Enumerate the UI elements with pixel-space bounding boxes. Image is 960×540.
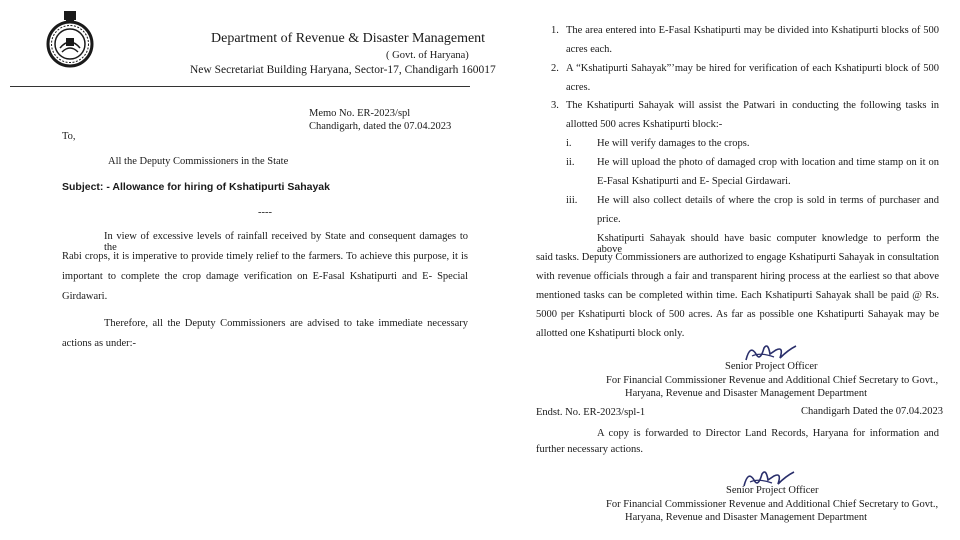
header-divider <box>10 86 470 87</box>
signature-1-title: Senior Project Officer <box>725 361 818 372</box>
subitem-i-line-1: He will verify damages to the crops. <box>597 138 750 149</box>
to-label: To, <box>62 131 76 142</box>
subitem-iii-line-2: price. <box>597 214 621 225</box>
copy-paragraph-line-1: A copy is forwarded to Director Land Records, Haryana for information and <box>597 428 939 439</box>
paragraph-1-line-1: In view of excessive levels of rainfall received by State and consequent damages to the <box>104 231 468 253</box>
paragraph-1-line-2: Rabi crops, it is imperative to provide timely relief to the farmers. To achieve this purpose, it is <box>62 251 468 262</box>
endorsement-number: Endst. No. ER-2023/spl-1 <box>536 407 646 418</box>
paragraph-2-line-2: actions as under:- <box>62 338 137 349</box>
item-2-line-2: acres. <box>566 82 591 93</box>
paragraph-2-line-1: Therefore, all the Deputy Commissioners are advised to take immediate necessary <box>104 318 468 329</box>
paragraph-line-1: Kshatipurti Sahayak should have basic computer knowledge to perform the above <box>597 233 939 255</box>
memo-date: Chandigarh, dated the 07.04.2023 <box>309 121 452 132</box>
paragraph-line-4: mentioned tasks can be completed within time. Each Kshatipurti Sahayak shall be paid @ Rs. <box>536 290 939 301</box>
subitem-iii-line-1: He will also collect details of where the crop is sold in terms of purchaser and <box>597 195 939 206</box>
subitem-ii-number: ii. <box>566 157 575 168</box>
signature-2-line-1: For Financial Commissioner Revenue and Additional Chief Secretary to Govt., <box>606 499 939 510</box>
paragraph-line-5: 5000 per Kshatipurti block of 500 acres. As far as possible one Kshatipurti Sahayak may be <box>536 309 939 320</box>
item-2-number: 2. <box>551 63 559 74</box>
signature-1-line-1: For Financial Commissioner Revenue and Additional Chief Secretary to Govt., <box>606 375 939 386</box>
paragraph-1-line-3: important to complete the crop damage verification on E-Fasal Kshatipurti and E- Special <box>62 271 468 282</box>
subitem-ii-line-1: He will upload the photo of damaged crop with location and time stamp on it on <box>597 157 939 168</box>
page-gutter <box>500 0 520 540</box>
item-3-line-1: The Kshatipurti Sahayak will assist the Patwari in conducting the following tasks in <box>566 100 939 111</box>
govt-line: ( Govt. of Haryana) <box>386 50 469 61</box>
right-page <box>520 0 960 540</box>
paragraph-1-line-4: Girdawari. <box>62 291 108 302</box>
subitem-iii-number: iii. <box>566 195 578 206</box>
subject-separator: ---- <box>258 207 272 218</box>
paragraph-line-3: with revenue officials through a fair and transparent hiring process at the earliest so that above <box>536 271 939 282</box>
item-1-line-1: The area entered into E-Fasal Kshatipurti may be divided into Kshatipurti blocks of 500 <box>566 25 939 36</box>
address-line: New Secretariat Building Haryana, Sector-17, Chandigarh 160017 <box>190 64 496 76</box>
subject-line: Subject: - Allowance for hiring of Kshatipurti Sahayak <box>62 181 330 193</box>
paragraph-line-2: said tasks. Deputy Commissioners are authorized to engage Kshatipurti Sahayak in consultation <box>536 252 939 263</box>
memo-number: Memo No. ER-2023/spl <box>309 108 411 119</box>
item-1-number: 1. <box>551 25 559 36</box>
addressee: All the Deputy Commissioners in the State <box>108 156 289 167</box>
signature-2-title: Senior Project Officer <box>726 485 819 496</box>
item-1-line-2: acres each. <box>566 44 613 55</box>
copy-paragraph-line-2: further necessary actions. <box>536 444 643 455</box>
subitem-ii-line-2: E-Fasal Kshatipurti and E- Special Girdawari. <box>597 176 791 187</box>
subitem-i-number: i. <box>566 138 572 149</box>
item-3-line-2: allotted 500 acres Kshatipurti block:- <box>566 119 723 130</box>
endorsement-date: Chandigarh Dated the 07.04.2023 <box>801 406 944 417</box>
department-name: Department of Revenue & Disaster Management <box>211 31 486 46</box>
signature-2-line-2: Haryana, Revenue and Disaster Management Department <box>625 512 867 523</box>
item-2-line-1: A “Kshatipurti Sahayak”’may be hired for verification of each Kshatipurti block of 500 <box>566 63 939 74</box>
haryana-emblem-icon <box>44 8 96 70</box>
item-3-number: 3. <box>551 100 559 111</box>
paragraph-line-6: allotted one Kshatipurti block only. <box>536 328 685 339</box>
signature-1-line-2: Haryana, Revenue and Disaster Management Department <box>625 388 867 399</box>
